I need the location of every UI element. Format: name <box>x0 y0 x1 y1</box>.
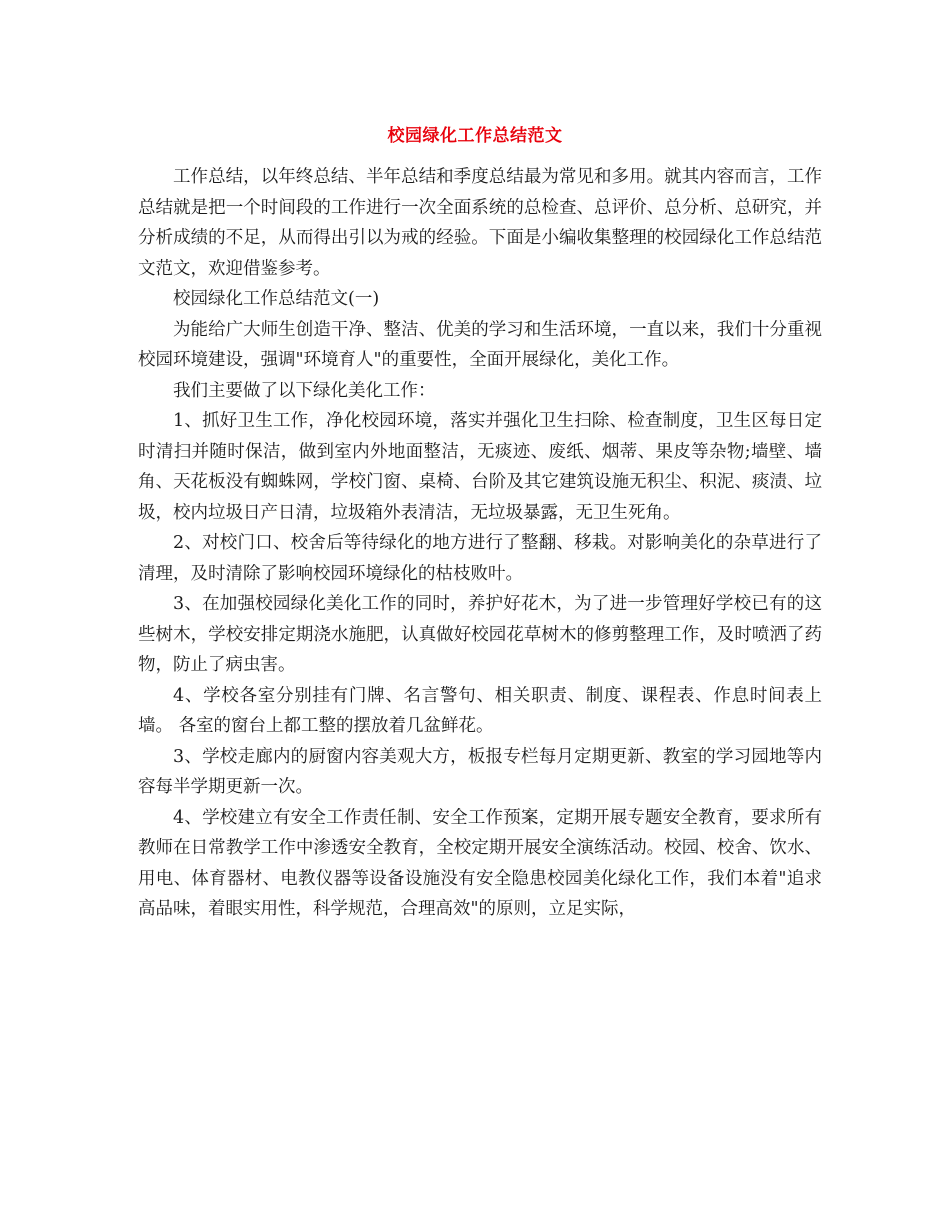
paragraph-section-heading: 校园绿化工作总结范文(一) <box>173 289 380 309</box>
paragraph-item-1: 1、抓好卫生工作，净化校园环境，落实并强化卫生扫除、检查制度，卫生区每日定时清扫并随时保洁，做到室内外地面整洁，无痰迹、废纸、烟蒂、果皮等杂物;墙壁、墙角、天花板没有蜘蛛网，学校门窗、桌椅、台阶及其它建筑设施无积尘、积泥、痰渍、垃圾，校内垃圾日产日清，垃圾箱外表清洁，无垃圾暴露，无卫生死角。 <box>138 411 822 523</box>
paragraph-environment: 为能给广大师生创造干净、整洁、优美的学习和生活环境，一直以来，我们十分重视校园环境建设，强调"环境育人"的重要性，全面开展绿化，美化工作。 <box>138 319 822 370</box>
paragraph-item-4b: 4、学校建立有安全工作责任制、安全工作预案，定期开展专题安全教育，要求所有教师在日常教学工作中渗透安全教育，全校定期开展安全演练活动。校园、校舍、饮水、用电、体育器材、电教仪器等设备设施没有安全隐患校园美化绿化工作，我们本着"追求高品味，着眼实用性，科学规范，合理高效"的原则，立足实际， <box>138 807 822 919</box>
paragraph-item-3: 3、在加强校园绿化美化工作的同时，养护好花木，为了进一步管理好学校已有的这些树木，学校安排定期浇水施肥，认真做好校园花草树木的修剪整理工作，及时喷洒了药物，防止了病虫害。 <box>138 594 822 675</box>
paragraph-item-3b: 3、学校走廊内的厨窗内容美观大方，板报专栏每月定期更新、教室的学习园地等内容每半学期更新一次。 <box>138 746 822 797</box>
paragraph-item-2: 2、对校门口、校舍后等待绿化的地方进行了整翻、移栽。对影响美化的杂草进行了清理，及时清除了影响校园环境绿化的枯枝败叶。 <box>138 533 822 584</box>
document-body <box>138 162 822 925</box>
paragraph-item-4: 4、学校各室分别挂有门牌、名言警句、相关职责、制度、课程表、作息时间表上墙。 各室的窗台上都工整的摆放着几盆鲜花。 <box>138 685 822 736</box>
paragraph-work-list-intro: 我们主要做了以下绿化美化工作： <box>173 380 436 401</box>
paragraph-intro: 工作总结，以年终总结、半年总结和季度总结最为常见和多用。就其内容而言，工作总结就是把一个时间段的工作进行一次全面系统的总检查、总评价、总分析、总研究，并分析成绩的不足，从而得出引以为戒的经验。下面是小编收集整理的校园绿化工作总结范文范文，欢迎借鉴参考。 <box>138 167 822 279</box>
document-title: 校园绿化工作总结范文 <box>387 126 563 146</box>
